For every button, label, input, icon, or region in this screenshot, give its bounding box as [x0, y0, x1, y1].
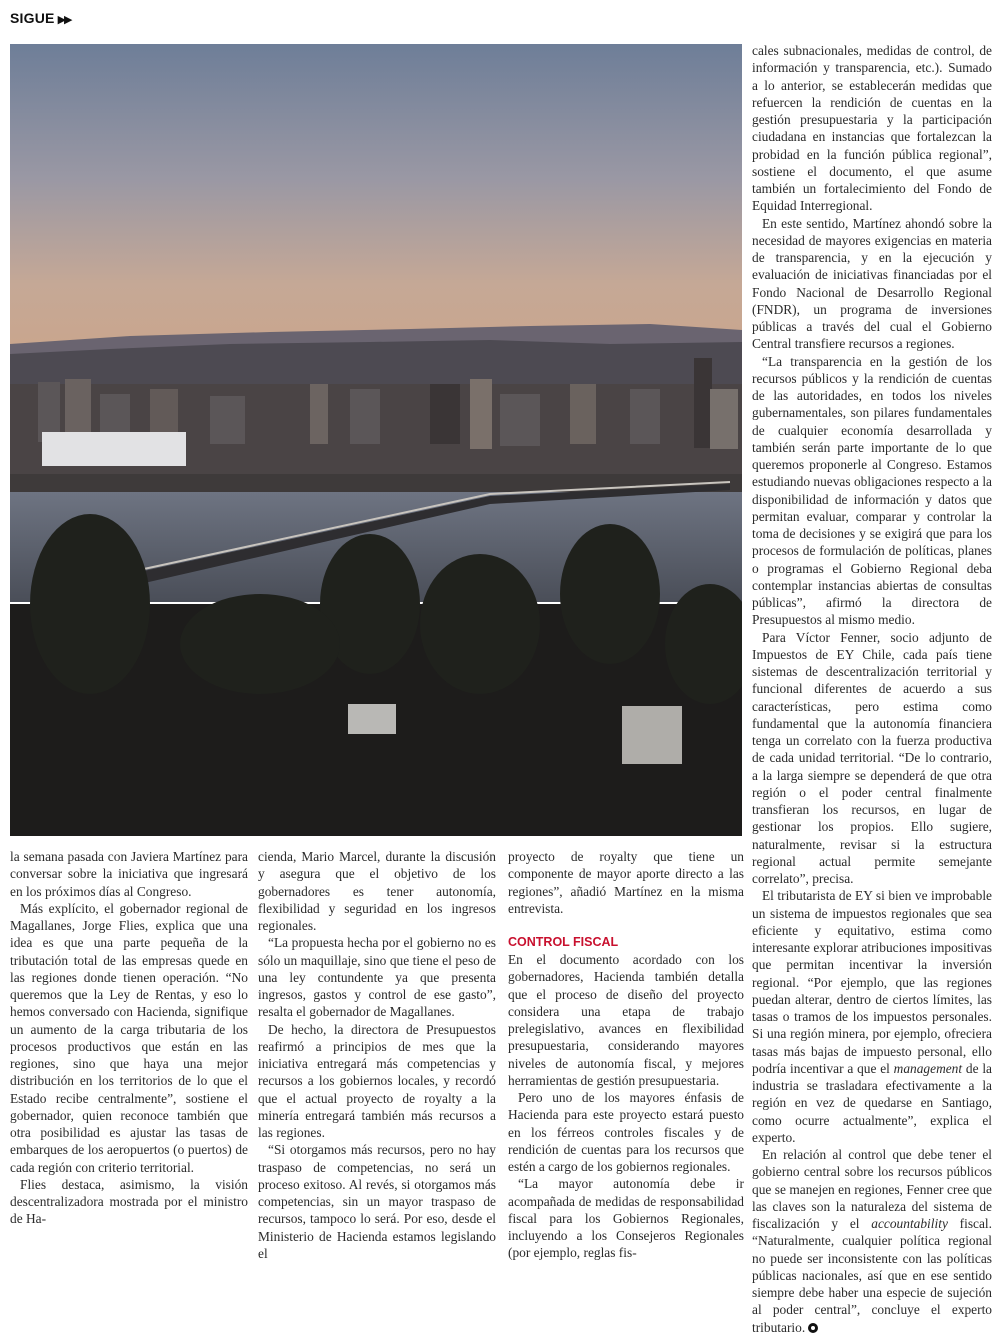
paragraph: “La propuesta hecha por el gobierno no es sólo un maquillaje, sino que tiene el peso de una ley contundente ya que presenta ingresos, gastos y control de ese gasto”, resalta el gobernador de Magallanes.	[258, 935, 496, 1020]
continue-label	[10, 10, 71, 26]
paragraph: Pero uno de los mayores énfasis de Hacienda para este proyecto estará puesto en los férreos controles fiscales y de rendición de cuentas para los recursos que estén a cargo de los gobiernos regionales.	[508, 1090, 744, 1174]
paragraph: “La transparencia en la gestión de los recursos públicos y la rendición de cuentas de las autoridades, en todos los niveles gubernamentales, son pilares fundamentales de cualquier economía desarrollada y también serán parte importante de lo que queremos proponerle al Congreso. Estamos estudiando nuevas obligaciones respecto a la disponibilidad de información y datos que permitan evaluar, comparar y controlar la toma de decisiones y se exigirá que para los procesos de formulación de políticas, planes o programas el Gobierno Regional deba contemplar instancias abiertas de consultas públicas”, afirmó la directora de Presupuestos al mismo medio.	[752, 353, 992, 628]
paragraph: la semana pasada con Javiera Martínez para conversar sobre la iniciativa que ingresará en los próximos días al Congreso.	[10, 849, 248, 899]
paragraph: En el documento acordado con los gobernadores, Hacienda también detalla que el proceso de diseño del proyecto considera una etapa de trabajo prelegislativo, avances en flexibilidad presupuestaria, considerando mayores niveles de autonomía fiscal, y mejores herramientas de gestión presupuestaria.	[508, 952, 744, 1088]
article-column-2	[258, 848, 496, 1262]
paragraph: Para Víctor Fenner, socio adjunto de Impuestos de EY Chile, cada país tiene sistemas de descentralización territorial y funcional diferentes de acuerdo a sus características, pero estima como fundamental que la autonomía financiera tenga un correlato con la fuerza productiva de cada unidad territorial. “De lo contrario, a la larga siempre se dependerá de que otra región o el poder central finalmente transfieran los recursos, en lugar de gestionar los propios. Ello sugiere, naturalmente, revisar si la estructura regional actual permite semejante correlato”, precisa.	[752, 629, 992, 886]
article-column-4	[752, 42, 992, 1336]
city-bridge-photo	[10, 44, 742, 836]
double-arrow-icon: ▶▶	[57, 14, 71, 26]
paragraph: cienda, Mario Marcel, durante la discusión y asegura que el objetivo de los gobernadores es tener autonomía, flexibilidad y seguridad en los ingresos regionales.	[258, 849, 496, 933]
text: En relación al control que debe tener el gobierno central sobre los recursos públicos que se manejen en regiones, Fenner cree que las claves son la naturaleza del sistema de fiscalización y el	[752, 1147, 992, 1231]
sigue-text: SIGUE	[10, 10, 55, 26]
paragraph: proyecto de royalty que tiene un componente de mayor aporte directo a las regiones”, añadió Martínez en la misma entrevista.	[508, 849, 744, 916]
italic-term: management	[893, 1060, 963, 1076]
paragraph: “Si otorgamos más recursos, pero no hay traspaso de competencias, no será un proceso exitoso. Al revés, si otorgamos más competencias, sin un mayor traspaso de recursos, tampoco lo será. Por eso, desde el Ministerio de Hacienda estamos legislando el	[258, 1142, 496, 1261]
paragraph: En este sentido, Martínez ahondó sobre la necesidad de mayores exigencias en materia de transparencia, y en la ejecución y evaluación de iniciativas financiadas por el Fondo Nacional de Desarrollo Regional (FNDR), un programa de inversiones públicas a través del cual el Gobierno Central transfiere recursos a regiones.	[752, 215, 992, 352]
paragraph: De hecho, la directora de Presupuestos reafirmó a principios de mes que la iniciativa entregará más competencias y recursos a los gobiernos locales, y recordó que el actual proyecto de royalty a la minería entregará también más recursos a las regiones.	[258, 1021, 496, 1140]
italic-term: accountability	[871, 1216, 948, 1231]
paragraph	[752, 1146, 992, 1336]
text: fiscal. “Naturalmente, cualquier política regional no puede ser inconsistente con las políticas públicas nacionales, así que en ese sentido siempre debe haber una especie de sujeción al poder central”, concluye el experto tributario.	[752, 1216, 992, 1335]
section-heading: CONTROL FISCAL	[508, 935, 619, 949]
paragraph: cales subnacionales, medidas de control, de información y transparencia, etc.). Sumado a lo anterior, se establecerán medidas que refuercen la rendición de cuentas en la gestión presupuestaria y la participación ciudadana en instancias que fortalezcan la probidad en la función pública regional”, sostiene el documento, el que asume también un fortalecimiento del Fondo de Equidad Interregional.	[752, 43, 992, 214]
article-column-3	[508, 848, 744, 1262]
paragraph: Flies destaca, asimismo, la visión descentralizadora mostrada por el ministro de Ha-	[10, 1176, 248, 1227]
white-building	[42, 432, 186, 466]
end-of-article-icon	[808, 1323, 818, 1333]
article-column-1	[10, 848, 248, 1228]
paragraph: Más explícito, el gobernador regional de Magallanes, Jorge Flies, explica que una idea es que una parte pequeña de la tributación total de las empresas quede en las regiones donde tienen operación. “No queremos que la Ley de Rentas, y eso lo hemos conversado con Hacienda, signifique un aumento de la carga tributaria de los procesos productivos que están en las regiones, sino que haya una mejor distribución en los territorios de lo que el Estado recibe centralmente”, sostiene el gobernador, quien reconoce también que otra posibilidad es ajustar las tasas de embarques de los aeropuertos (o puertos) de cada región con criterio territorial.	[10, 900, 248, 1175]
text: de la industria se trasladara efectivamente a la región en vez de quedarse en Santiago, como ocurre actualmente”, explica el experto.	[752, 1060, 993, 1145]
sky	[10, 44, 742, 344]
article-photo	[10, 44, 742, 836]
paragraph: “La mayor autonomía debe ir acompañada de medidas de responsabilidad fiscal para los Gobiernos Regionales, incluyendo a los Consejeros Regionales (por ejemplo, reglas fis-	[508, 1176, 744, 1261]
text: El tributarista de EY si bien ve improbable un sistema de impuestos regionales que sea eficiente y equitativo, estima como interesante explorar atribuciones impositivas que permitan incentivar la inversión regional. “Por ejemplo, que las regiones puedan alterar, dentro de ciertos límites, las tasas o tramos de los impuestos personales. Si una región minera, por ejemplo, ofreciera tasas más bajas de impuesto personal, ello podría incentivar a que el	[752, 888, 992, 1076]
paragraph	[752, 887, 992, 1146]
